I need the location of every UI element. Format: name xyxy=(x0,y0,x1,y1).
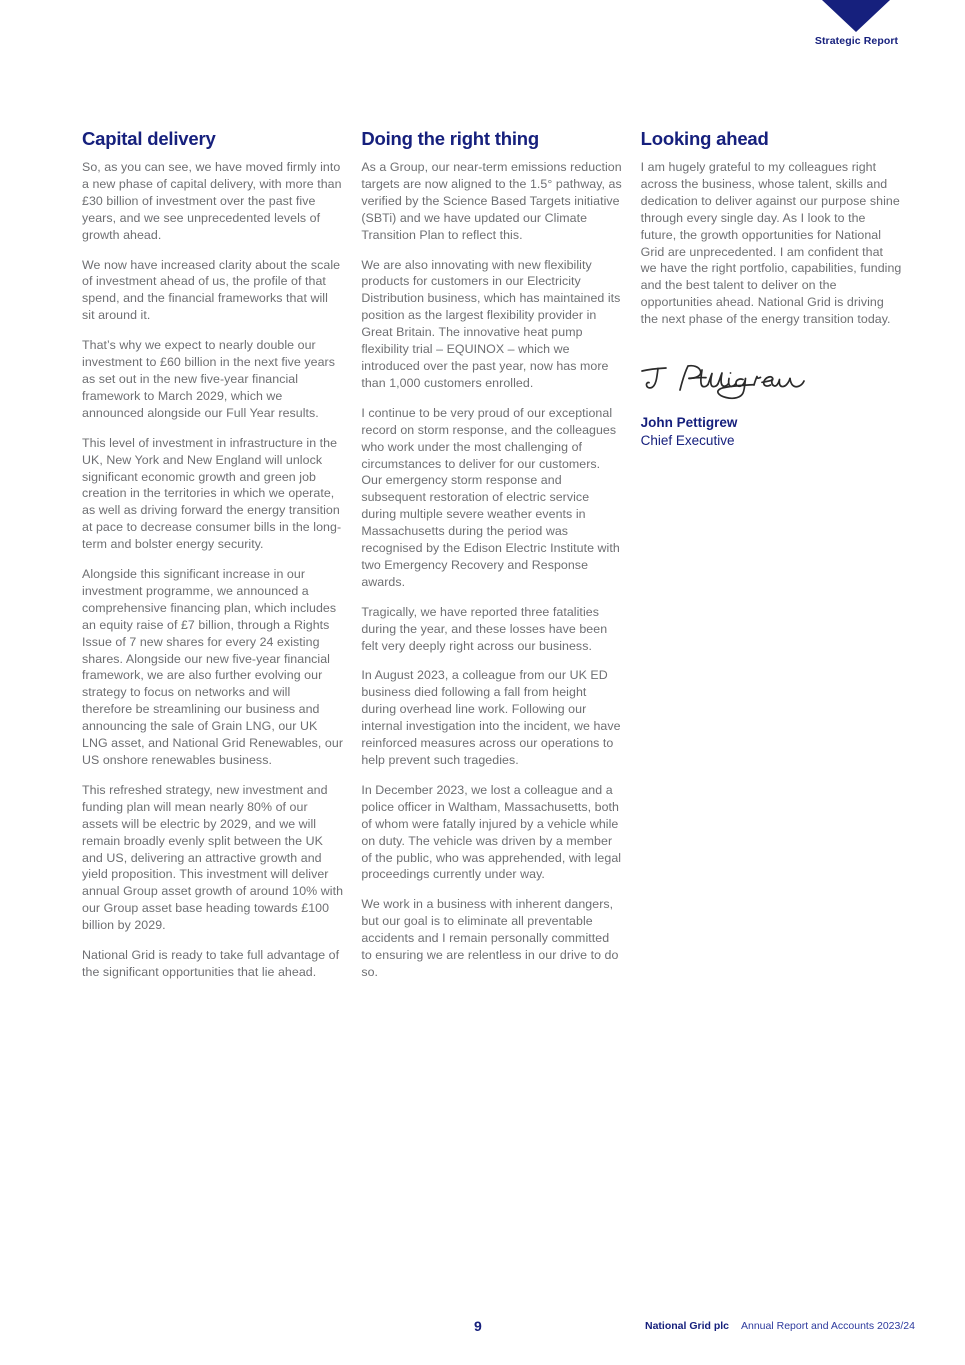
paragraph: Tragically, we have reported three fatalities during the year, and these losses have been felt very deeply right across our business. xyxy=(361,604,608,653)
page-number: 9 xyxy=(474,1318,482,1334)
column-doing-the-right-thing xyxy=(361,128,622,981)
paragraph: We are also innovating with new flexibility products for customers in our Electricity Distribution business, which has maintained its position as the largest flexibility provider in Great Britain. The innovative heat pump flexibility trial – EQUINOX – which we introduced over the past year, now has more than 1,000 customers enrolled. xyxy=(361,257,621,390)
paragraph: In August 2023, a colleague from our UK ED business died following a fall from height during overhead line work. Following our internal investigation into the incident, we have reinforced measures across our operations to help prevent such tragedies. xyxy=(361,668,621,767)
paragraph: I am hugely grateful to my colleagues right across the business, whose talent, skills and dedication to deliver against our purpose shine through every single day. As I look to the future, the growth opportunities for National Grid are unprecedented. I am confident that we have the right portfolio, capabilities, funding and the best talent to deliver on the opportunities ahead. National Grid is driving the next phase of the energy transition today. xyxy=(640,160,902,327)
paragraph: So, as you can see, we have moved firmly into a new phase of capital delivery, with more than £30 billion of investment over the past five years, and we see unprecedented levels of growth ahead. xyxy=(82,160,342,242)
column-capital-delivery xyxy=(82,128,343,981)
strategic-report-tab-marker xyxy=(780,0,965,60)
paragraph: As a Group, our near-term emissions reduction targets are now aligned to the 1.5° pathway, as verified by the Science Based Targets initiative (SBTi) and we have updated our Climate Transition Plan to reflect this. xyxy=(361,160,622,242)
footer-company-name: National Grid plc xyxy=(645,1320,730,1332)
page-title-doing-the-right-thing: Doing the right thing xyxy=(361,128,540,149)
paragraph: National Grid is ready to take full advantage of the significant opportunities that lie ahead. xyxy=(82,948,340,979)
signatory-role: Chief Executive xyxy=(640,433,735,449)
paragraph: In December 2023, we lost a colleague and a police officer in Waltham, Massachusetts, both of whom were fatally injured by a vehicle while on duty. The vehicle was driven by a member of the public, who was apprehended, with legal proceedings currently under way. xyxy=(361,782,622,882)
handwritten-signature-icon xyxy=(636,360,836,408)
paragraph: Alongside this significant increase in our investment programme, we announced a comprehensive financing plan, which includes an equity raise of £7 billion, through a Rights Issue of 7 new shares for every 24 existing shares. Alongside our new five-year financial framework, we are also further evolving our strategy to focus on networks and will therefore be streamlining our business and announcing the sale of Grain LNG, our UK LNG asset, and National Grid Renewables, our US onshore renewables business. xyxy=(82,567,344,767)
tab-label: Strategic Report xyxy=(814,35,899,47)
down-triangle-icon xyxy=(822,0,890,32)
page-title-capital-delivery: Capital delivery xyxy=(82,128,216,149)
paragraph: This refreshed strategy, new investment and funding plan will mean nearly 80% of our assets will be electric by 2029, and we will remain broadly evenly split between the UK and US, delivering an attractive growth and yield proposition. This investment will deliver annual Group asset growth of around 10% with our Group asset base heading towards £100 billion by 2029. xyxy=(82,782,344,933)
paragraph: That’s why we expect to nearly double our investment to £60 billion in the next five years as set out in the new five-year financial framework to March 2029, which we announced alongside our Full Year results. xyxy=(82,338,335,420)
paragraph: This level of investment in infrastructure in the UK, New York and New England will unlock significant economic growth and green job creation in the territories in which we operate, as well as driving forward the energy transition at pace to decrease consumer bills in the long-term and bolster energy security. xyxy=(82,435,342,552)
signature-block xyxy=(641,360,902,450)
column-looking-ahead xyxy=(641,128,902,981)
paragraph: I continue to be very proud of our exceptional record on storm response, and the colleagues who work under the most challenging of circumstances to deliver for our customers. Our emergency storm response and subsequent restoration of electric service during multiple severe weather events in Massachusetts during the period was recognised by the Edison Electric Institute with two Emergency Recovery and Response awards. xyxy=(361,405,620,589)
footer-report-title: Annual Report and Accounts 2023/24 xyxy=(741,1320,915,1332)
signatory-name: John Pettigrew xyxy=(640,415,738,431)
page-footer xyxy=(0,1318,965,1342)
page-title-looking-ahead: Looking ahead xyxy=(640,128,769,149)
paragraph: We now have increased clarity about the scale of investment ahead of us, the profile of that spend, and the financial frameworks that will sit around it. xyxy=(82,257,341,323)
paragraph: We work in a business with inherent dangers, but our goal is to eliminate all preventable accidents and I remain personally committed to ensuring we are relentless in our drive to do so. xyxy=(361,897,619,979)
article-columns xyxy=(82,128,902,981)
